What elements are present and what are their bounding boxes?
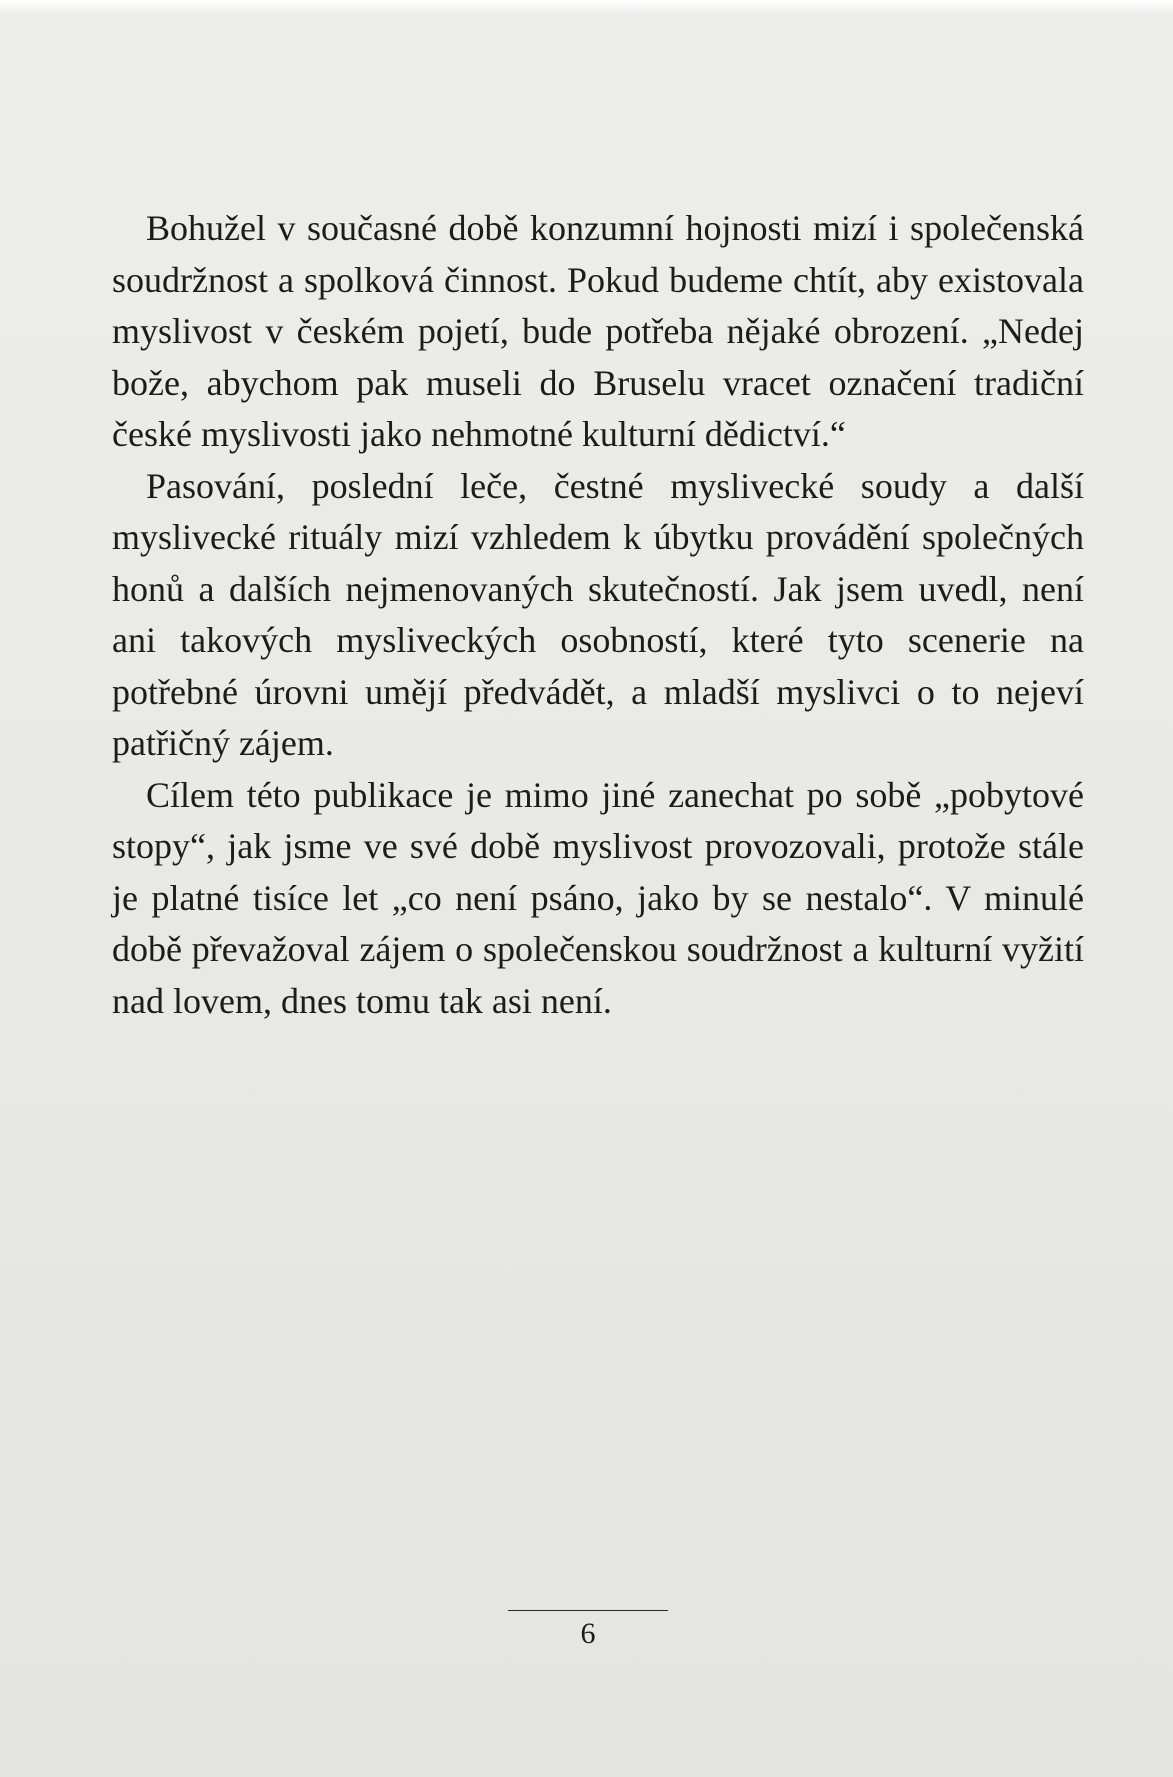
paragraph-2: Pasování, poslední leče, čestné myslivecké soudy a další myslivecké rituály mizí vzhledem k úbytku provádění společných honů a dalších nejmenovaných skutečností. Jak jsem uvedl, není ani takových mysliveckých osobností, které tyto scenerie na potřebné úrovni umějí předvádět, a mladší myslivci o to nejeví patřičný zájem. [112, 465, 1084, 763]
paragraph-3: Cílem této publikace je mimo jiné zanechat po sobě „pobytové stopy“, jak jsme ve své době myslivost provozovali, protože stále je platné tisíce let „co není psáno, jako by se nestalo“. V minulé době převažoval zájem o společenskou soudržnost a kulturní vyžití nad lovem, dnes tomu tak asi není. [112, 774, 1084, 1021]
page-number-rule [508, 1610, 668, 1611]
body-text [112, 203, 1084, 1027]
page-edge [0, 0, 1173, 14]
page-number: 6 [580, 1617, 596, 1650]
paragraph-1: Bohužel v současné době konzumní hojnosti mizí i společenská soudržnost a spolková činnost. Pokud budeme chtít, aby existovala myslivost v českém pojetí, bude potřeba nějaké obrození. „Nedej bože, abychom pak museli do Bruselu vracet označení tradiční české myslivosti jako nehmotné kulturní dědictví.“ [112, 208, 1084, 454]
